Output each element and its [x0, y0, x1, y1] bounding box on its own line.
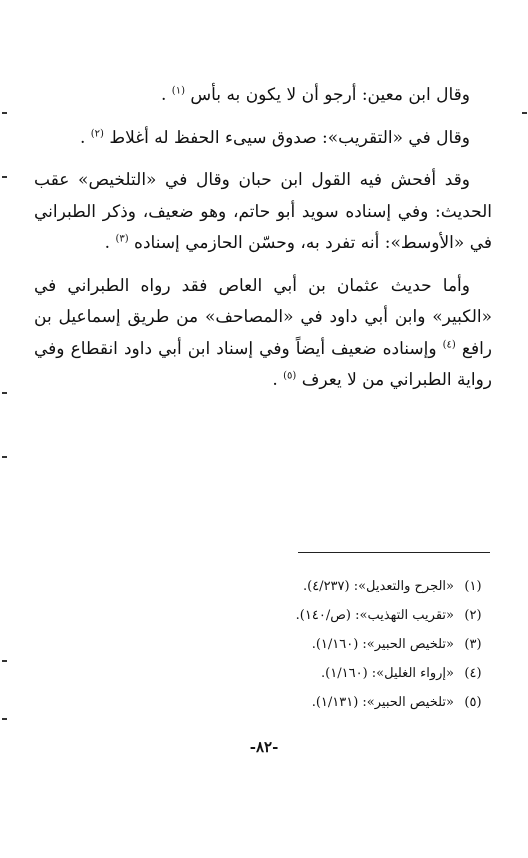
scan-mark	[2, 660, 7, 662]
footnote-number: (١)	[464, 579, 482, 594]
page-number: -٨٢-	[249, 738, 279, 756]
period: .	[79, 127, 86, 148]
footnote	[34, 630, 492, 659]
footnote-number: (٣)	[464, 637, 482, 652]
footnote-number: (٥)	[464, 695, 482, 710]
paragraph	[34, 271, 492, 397]
scan-mark	[2, 176, 7, 178]
main-text	[34, 80, 492, 397]
footnote-ref: (٣)	[115, 233, 129, 245]
period: .	[104, 233, 111, 253]
footnote	[34, 572, 492, 601]
footnote-text: «الجرح والتعديل»: (٤/٢٣٧).	[302, 579, 454, 594]
period: .	[272, 370, 278, 390]
paragraph-text: وقال ابن معين: أرجو أن لا يكون به بأس	[190, 85, 470, 105]
scan-mark	[2, 392, 7, 394]
paragraph-text: وأما حديث عثمان بن أبي العاص فقد رواه الطبراني في «الكبير» وابن أبي داود في «المصاحف» من طريق إسماعيل بن رافع	[34, 275, 493, 359]
paragraph-text: وقد أفحش فيه القول ابن حبان وقال في «التلخيص» عقب الحديث: وفي إسناده سويد أبو حاتم، وهو ضعيف، وذكر الطبراني في «الأوسط»: أنه تفرد به، وحسّن الحازمي إسناده	[34, 170, 492, 253]
scan-mark	[522, 112, 527, 114]
paragraph-text: وقال في «التقريب»: صدوق سيىء الحفظ له أغلاط	[109, 127, 470, 148]
footnote-ref: (١)	[171, 85, 185, 97]
paragraph	[34, 80, 492, 112]
scan-mark	[2, 718, 7, 720]
footnote-text: «تقريب التهذيب»: (ص/١٤٠).	[295, 608, 454, 623]
footnote	[34, 688, 492, 717]
footnote-text: «تلخيص الحبير»: (١/١٦٠).	[311, 637, 454, 652]
paragraph	[34, 123, 492, 155]
footnote-number: (٤)	[464, 666, 482, 681]
footnote	[34, 601, 492, 630]
scan-mark	[2, 456, 7, 458]
footnote-ref: (٤)	[442, 338, 456, 350]
footnote-text: «تلخيص الحبير»: (١/١٣١).	[311, 695, 454, 710]
paragraph	[34, 165, 492, 260]
paragraph-text: وإسناده ضعيف أيضاً وفي إسناد ابن أبي داود انقطاع وفي رواية الطبراني من لا يعرف	[34, 338, 492, 390]
period: .	[160, 85, 167, 105]
footnote-ref: (٢)	[90, 127, 104, 139]
footnotes	[34, 572, 492, 717]
footnote-separator	[298, 552, 490, 553]
footnote	[34, 659, 492, 688]
footnote-text: «إرواء الغليل»: (١/١٦٠).	[321, 666, 454, 681]
scan-mark	[2, 112, 7, 114]
footnote-ref: (٥)	[283, 370, 297, 382]
footnote-number: (٢)	[464, 608, 482, 623]
